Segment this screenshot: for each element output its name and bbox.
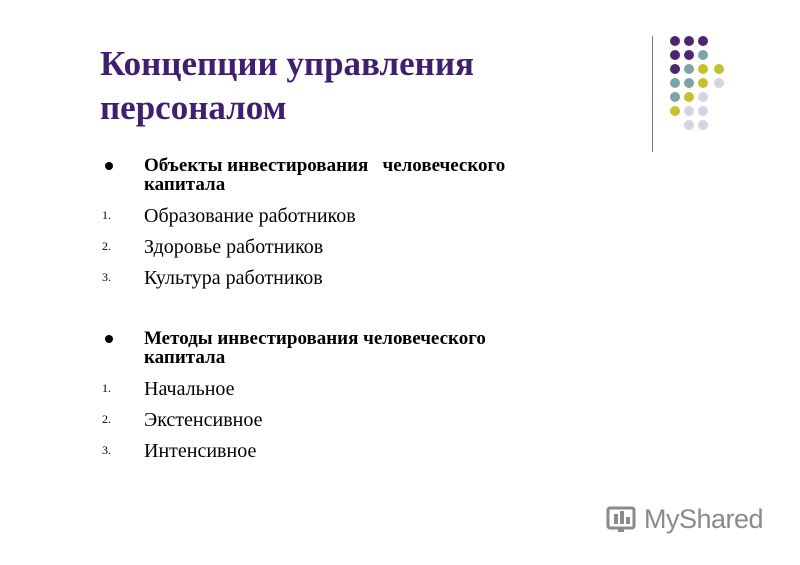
list-number: 1. (102, 381, 111, 395)
list-number: 1. (102, 208, 111, 222)
slide-title (100, 42, 620, 130)
dot-purple (684, 50, 694, 60)
dot-lavender (698, 92, 708, 102)
heading-line2: капитала (144, 174, 226, 195)
watermark-text: MyShared (644, 504, 764, 534)
list-item (102, 235, 642, 266)
dot-lavender (698, 120, 708, 130)
list-item (102, 439, 642, 470)
list-item (102, 204, 642, 235)
vertical-divider (652, 36, 653, 152)
dot-purple (670, 50, 680, 60)
heading-line1: Методы инвестирования человеческого (144, 328, 486, 349)
dot-teal (670, 78, 680, 88)
dot-purple (698, 36, 708, 46)
dot-olive (698, 64, 708, 74)
dot-lavender (714, 78, 724, 88)
heading-line1: Объекты инвестирования человеческого (144, 155, 506, 176)
dot-lavender (684, 106, 694, 116)
list-text: Образование работников (144, 205, 356, 227)
bullet-icon (105, 335, 113, 343)
slide-title-line1: Концепции управления (100, 44, 474, 83)
bullet-icon (105, 162, 113, 170)
section-heading (102, 156, 642, 194)
dot-olive (714, 64, 724, 74)
dot-teal (684, 78, 694, 88)
list-number: 3. (102, 443, 111, 457)
section-heading (102, 329, 642, 367)
dot-olive (698, 78, 708, 88)
list-text: Здоровье работников (144, 236, 324, 258)
list-text: Культура работников (144, 267, 323, 289)
section-objects (102, 156, 642, 297)
list-item (102, 266, 642, 297)
list-number: 3. (102, 270, 111, 284)
list-number: 2. (102, 412, 111, 426)
dot-teal (670, 92, 680, 102)
list-number: 2. (102, 239, 111, 253)
dot-purple (684, 36, 694, 46)
decorative-dot-grid (666, 36, 736, 136)
section-methods (102, 329, 642, 470)
list-item (102, 377, 642, 408)
dot-purple (670, 36, 680, 46)
myshared-logo-icon (606, 503, 640, 535)
list-text: Экстенсивное (144, 409, 263, 431)
slide-title-line2: персоналом (100, 88, 287, 127)
list-text: Начальное (144, 378, 235, 400)
list-text: Интенсивное (144, 440, 257, 462)
list-item (102, 408, 642, 439)
slide-content (102, 156, 642, 470)
myshared-watermark[interactable] (606, 502, 766, 538)
dot-purple (670, 64, 680, 74)
dot-lavender (684, 120, 694, 130)
dot-olive (670, 106, 680, 116)
dot-lavender (698, 106, 708, 116)
heading-line2: капитала (144, 347, 226, 368)
dot-teal (698, 50, 708, 60)
dot-olive (684, 92, 694, 102)
dot-teal (684, 64, 694, 74)
